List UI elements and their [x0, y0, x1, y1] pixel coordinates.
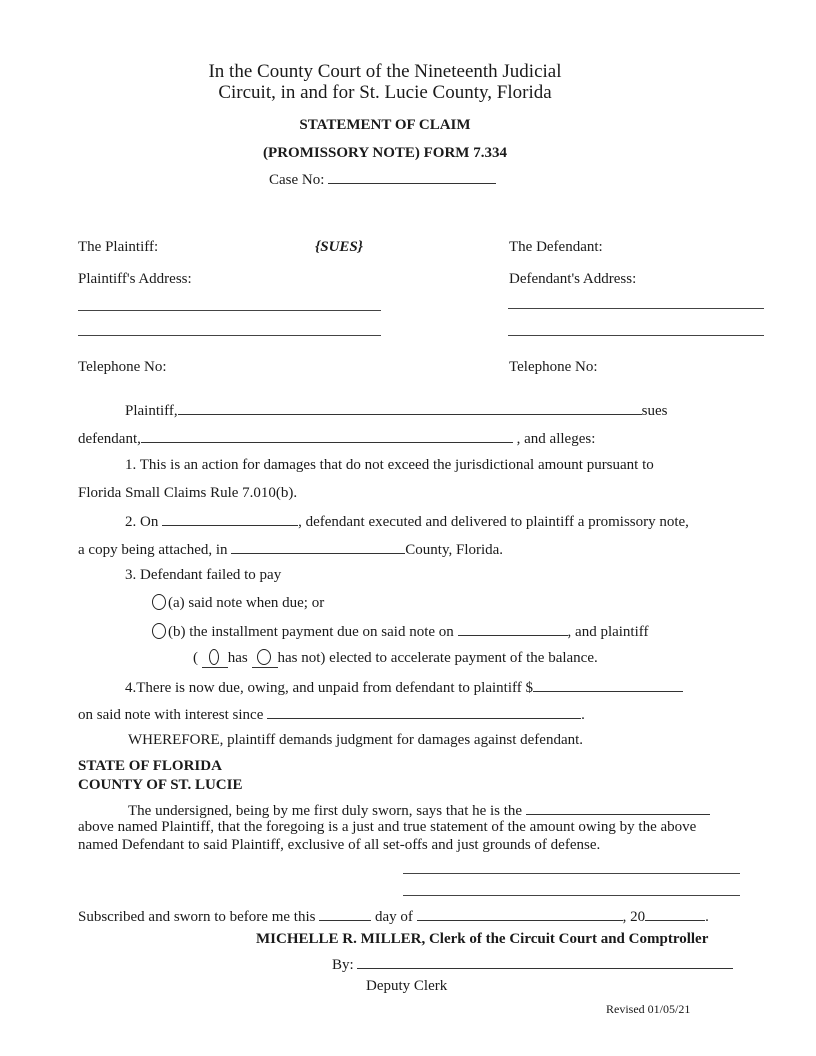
defendant-address-label: Defendant's Address: — [509, 271, 637, 287]
has-radio[interactable] — [209, 649, 219, 665]
subscribed-text: Subscribed and sworn to before me this — [78, 909, 316, 925]
defendant-address-line-2[interactable] — [508, 335, 764, 336]
plaintiff-address-line-1[interactable] — [78, 310, 381, 311]
option-b-label: (b) the installment payment due on said note on — [168, 624, 454, 640]
option-b-radio[interactable] — [152, 623, 166, 639]
defendant-prefix: defendant, — [78, 431, 141, 447]
form-subtitle: (PROMISSORY NOTE) FORM 7.334 — [263, 145, 507, 161]
option-b-suffix: , and plaintiff — [567, 624, 649, 640]
option-a-label: (a) said note when due; or — [168, 595, 325, 611]
affiant-capacity-field[interactable] — [526, 800, 710, 815]
clerk-name: MICHELLE R. MILLER, Clerk of the Circuit Court and Comptroller — [256, 931, 709, 947]
wherefore: WHEREFORE, plaintiff demands judgment for damages against defendant. — [128, 732, 584, 748]
by-label: By: — [332, 957, 354, 973]
installment-date-field[interactable] — [458, 621, 568, 636]
signature-line-2[interactable] — [403, 895, 740, 896]
p4b-text: on said note with interest since — [78, 707, 264, 723]
period-2: . — [705, 909, 709, 925]
deputy-signature-field[interactable] — [357, 954, 733, 969]
court-line-2: Circuit, in and for St. Lucie County, Florida — [218, 82, 552, 103]
p2-prefix: 2. On — [125, 514, 159, 530]
case-no-label: Case No: — [269, 172, 325, 188]
plaintiff-address-line-2[interactable] — [78, 335, 381, 336]
p2b-suffix: County, Florida. — [405, 542, 504, 558]
has-not-label: has not) elected to accelerate payment of the balance. — [277, 650, 598, 666]
deputy-clerk-label: Deputy Clerk — [366, 978, 448, 994]
defendant-phone-label: Telephone No: — [509, 359, 598, 375]
sues-label: {SUES} — [315, 239, 363, 255]
case-no — [269, 169, 496, 189]
state-heading: STATE OF FLORIDA — [78, 758, 222, 774]
has-not-radio[interactable] — [257, 649, 271, 665]
plaintiff-label: The Plaintiff: — [78, 239, 159, 255]
defendant-name-field[interactable] — [141, 428, 513, 443]
defendant-label: The Defendant: — [509, 239, 603, 255]
county-field[interactable] — [231, 539, 405, 554]
p4-text: 4.There is now due, owing, and unpaid from defendant to plaintiff $ — [125, 680, 533, 696]
p2b-prefix: a copy being attached, in — [78, 542, 228, 558]
form-title: STATEMENT OF CLAIM — [299, 117, 471, 133]
year-field[interactable] — [645, 906, 705, 921]
defendant-address-line-1[interactable] — [508, 308, 764, 309]
day-of: day of — [374, 909, 413, 925]
oath-line-3: named Defendant to said Plaintiff, exclusive of all set-offs and just grounds of defense. — [78, 837, 601, 853]
has-label: has — [227, 650, 248, 666]
paragraph-1-line-2: Florida Small Claims Rule 7.010(b). — [78, 485, 298, 501]
month-field[interactable] — [417, 906, 623, 921]
day-field[interactable] — [319, 906, 371, 921]
note-date-field[interactable] — [162, 511, 298, 526]
year-prefix: , 20 — [622, 909, 646, 925]
interest-date-field[interactable] — [267, 704, 581, 719]
county-heading: COUNTY OF ST. LUCIE — [78, 777, 243, 793]
signature-line-1[interactable] — [403, 873, 740, 874]
p2-suffix: , defendant executed and delivered to plaintiff a promissory note, — [298, 514, 689, 530]
amount-field[interactable] — [533, 677, 683, 692]
sues-word: sues — [641, 403, 668, 419]
period: . — [581, 707, 585, 723]
case-no-field[interactable] — [328, 169, 496, 184]
plaintiff-phone-label: Telephone No: — [78, 359, 167, 375]
oath-line-2: above named Plaintiff, that the foregoing is a just and true statement of the amount owing by the above — [78, 819, 697, 835]
plaintiff-address-label: Plaintiff's Address: — [78, 271, 192, 287]
revised-date: Revised 01/05/21 — [606, 1002, 691, 1016]
alleges: , and alleges: — [516, 431, 596, 447]
option-a-radio[interactable] — [152, 594, 166, 610]
paren: ( — [193, 650, 198, 666]
court-line-1: In the County Court of the Nineteenth Judicial — [208, 61, 562, 82]
oath-line-1: The undersigned, being by me first duly sworn, says that he is the — [128, 803, 523, 819]
plaintiff-prefix: Plaintiff, — [125, 403, 178, 419]
paragraph-3: 3. Defendant failed to pay — [125, 567, 282, 583]
plaintiff-name-field[interactable] — [178, 400, 642, 415]
paragraph-1-line-1: 1. This is an action for damages that do not exceed the jurisdictional amount pursuant to — [125, 457, 654, 473]
